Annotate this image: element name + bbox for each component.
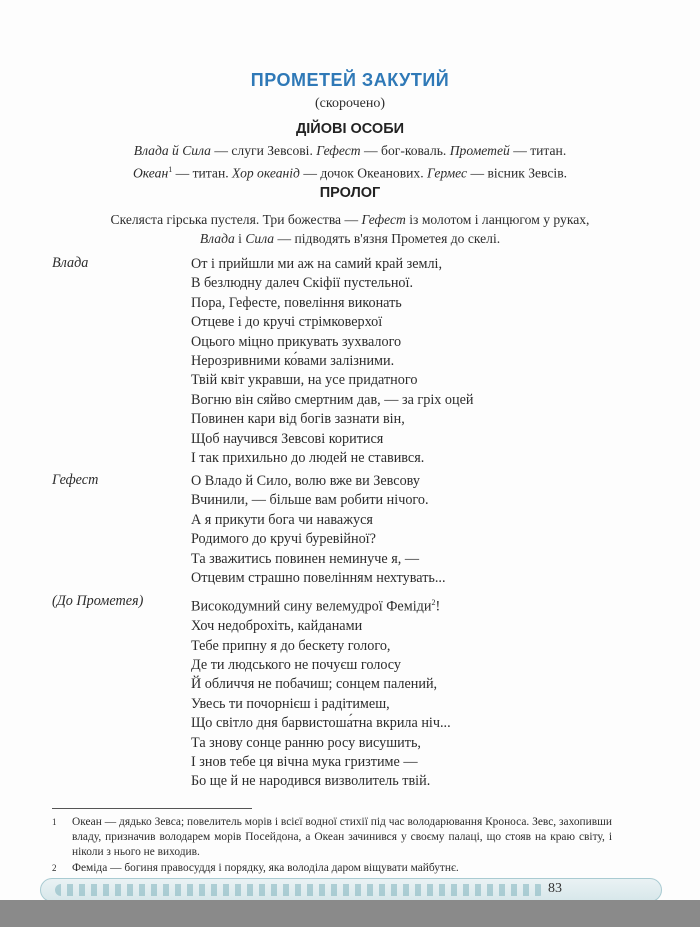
stage-direction-line-2: [0, 229, 700, 248]
verse-line: О Владо й Сило, волю вже ви Зевсову: [191, 473, 420, 489]
footnote-number: 2: [52, 863, 57, 873]
footnote-ref: 1: [168, 165, 173, 174]
page-number: 83: [548, 881, 562, 896]
verse-line: В безлюдну далеч Скіфії пустельної.: [191, 275, 413, 292]
stage-text: — підводять в'язня Прометея до скелі.: [274, 231, 501, 246]
viewer-bottom-bar: [0, 900, 700, 927]
verse-block-vlada: [191, 255, 474, 468]
footnote-text: Феміда — богиня правосуддя і порядку, яка володіла даром віщувати майбутнє.: [72, 862, 459, 874]
verse-line: Тебе припну я до бескету голого,: [191, 637, 391, 654]
verse-text: Високодумний сину велемудрої Феміди: [191, 598, 432, 615]
characters-heading: ДІЙОВІ ОСОБИ: [295, 121, 405, 137]
verse-text: !: [435, 598, 441, 615]
verse-line: А я прикути бога чи наважуся: [191, 511, 373, 528]
verse-line: Пора, Гефесте, повеління виконать: [191, 294, 402, 311]
char-desc: — слуги Зевсові.: [210, 143, 317, 158]
ornament-pattern: [55, 884, 545, 896]
char-desc: — вісник Зевсів.: [467, 165, 568, 181]
footnote-2: [52, 861, 612, 877]
verse-line: Та знову сонце ранню росу висушить,: [191, 734, 421, 751]
stage-name: Сила: [245, 231, 275, 246]
verse-line: От і прийшли ми аж на самий край землі,: [191, 256, 443, 272]
verse-line: Бо ще й не народився визволитель твій.: [191, 773, 431, 790]
characters-line-2: [0, 160, 700, 183]
footnote-ref: 2: [431, 598, 436, 607]
char-desc: — бог-коваль.: [360, 143, 450, 158]
prologue-heading: ПРОЛОГ: [319, 185, 381, 201]
verse-line: Родимого до кручі буревійної?: [191, 531, 376, 548]
char-name: Прометей: [449, 143, 510, 158]
verse-line: Хоч недоброхіть, кайданами: [191, 618, 363, 635]
verse-line: І знов тебе ця вічна мука гризтиме —: [191, 753, 418, 770]
footnote-divider: [52, 808, 252, 809]
stage-direction-line-1: [0, 210, 700, 229]
verse-line: Нерозривними ко́вами залізними.: [191, 353, 395, 370]
char-desc: — титан.: [509, 143, 567, 158]
verse-line: Твій квіт укравши, на усе придатного: [191, 372, 418, 389]
verse-line: Щоб научився Зевсові коритися: [191, 430, 384, 447]
char-name: Гермес: [427, 165, 468, 181]
verse-line: Й обличчя не побачиш; сонцем палений,: [191, 676, 438, 693]
stage-text: і: [234, 231, 246, 246]
verse-line: Де ти людського не почуєш голосу: [191, 656, 401, 673]
speaker-vlada: Влада: [52, 255, 89, 271]
verse-line: І так прихильно до людей не ставився.: [191, 450, 425, 467]
footnote-number: 1: [52, 817, 57, 827]
characters-line-1: [0, 141, 700, 160]
verse-block-hefest: [191, 472, 446, 588]
verse-line: Отцеве і до кручі стрімковерхої: [191, 314, 383, 331]
verse-line: Вчинили, — більше вам робити нічого.: [191, 492, 429, 509]
char-name: Влада й Сила: [133, 143, 211, 158]
footnote-text: Океан — дядько Зевса; повелитель морів і всієї водної стихії під час володарювання Кроноса. Зевс, захопивши владу, призначив володарем морів Посейдона, а Океан зачинився у своєму палаці, що стояв на краю світу, і ніколи з нього не виходив.: [72, 816, 612, 858]
stage-text: Скеляста гірська пустеля. Три божества —: [110, 212, 362, 227]
speaker-to-prometheus: (До Прометея): [52, 593, 144, 609]
char-name: Океан: [132, 165, 169, 181]
verse-block-to-prometheus: [191, 593, 451, 792]
verse-line: Повинен кари від богів зазнати він,: [191, 411, 405, 428]
speaker-hefest: Гефест: [52, 472, 99, 488]
char-name: Хор океанід: [232, 165, 300, 181]
verse-line: Та зважитись повинен неминуче я, —: [191, 550, 420, 567]
verse-line: Увесь ти почорнієш і радітимеш,: [191, 695, 390, 712]
char-name: Гефест: [316, 143, 361, 158]
stage-name: Гефест: [361, 212, 406, 227]
page-title: ПРОМЕТЕЙ ЗАКУТИЙ: [250, 70, 450, 90]
verse-line: [191, 593, 451, 617]
verse-line: Що світло дня барвистоша́тна вкрила ніч...: [191, 715, 451, 732]
char-desc: — титан.: [172, 165, 233, 181]
char-desc: — дочок Океанових.: [299, 165, 427, 181]
footnote-1: [52, 815, 612, 861]
verse-line: Отцевим страшно повелінням нехтувать...: [191, 570, 446, 587]
stage-name: Влада: [199, 231, 235, 246]
stage-text: із молотом і ланцюгом у руках,: [405, 212, 590, 227]
subtitle: (скорочено): [314, 96, 385, 111]
verse-line: Оцього міцно прикувать зухвалого: [191, 333, 402, 350]
ornament-footer: [40, 878, 662, 902]
verse-line: Вогню він сяйво смертним дав, — за гріх оцей: [191, 391, 474, 408]
